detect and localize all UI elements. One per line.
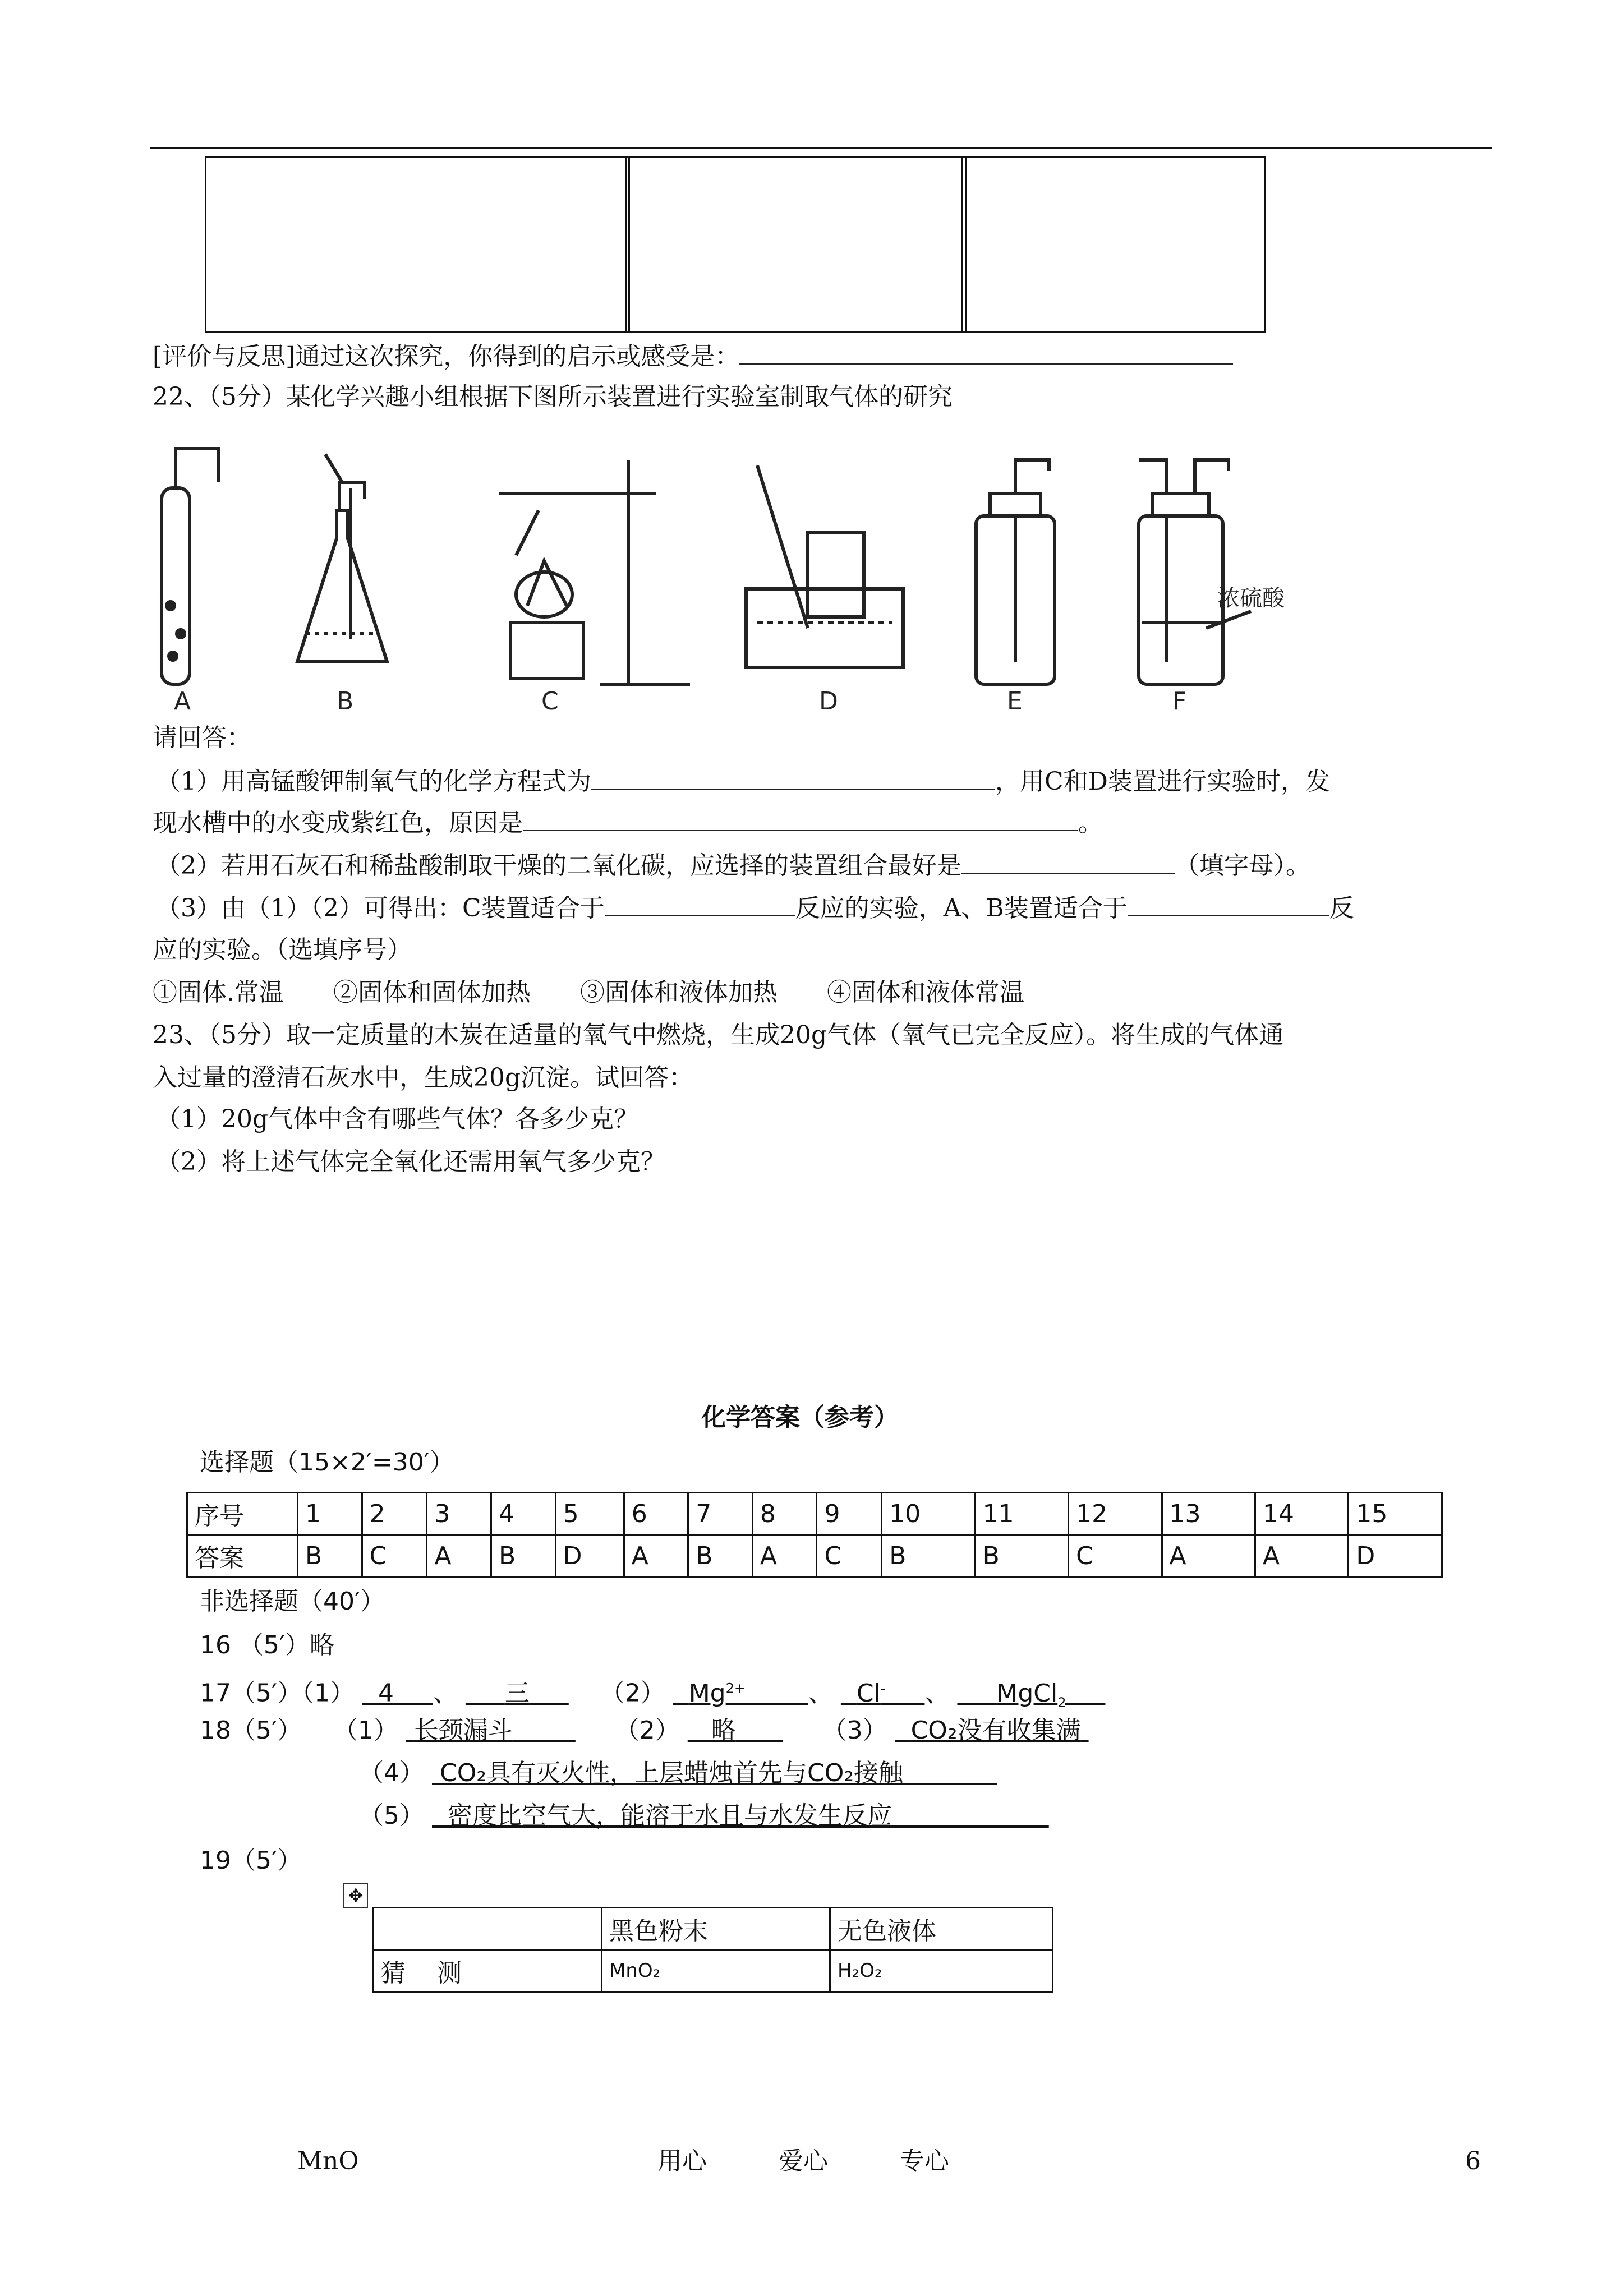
q2-answer-blank[interactable] bbox=[961, 850, 1175, 874]
row-label-number: 序号 bbox=[187, 1493, 298, 1535]
apparatus-c-heating bbox=[499, 460, 690, 684]
q23-sub1: （1）20g气体中含有哪些气体？各多少克？ bbox=[156, 1105, 639, 1133]
answer-18-line3: （5） 密度比空气大，能溶于水且与水发生反应 bbox=[359, 1801, 892, 1830]
apparatus-f-wash-bottle bbox=[1139, 460, 1251, 684]
apparatus-d-trough bbox=[746, 465, 903, 667]
apparatus-label-d: D bbox=[819, 687, 838, 716]
footer-center: 用心 爱心 专心 bbox=[657, 2147, 949, 2175]
table-row: 黑色粉末 无色液体 bbox=[374, 1908, 1053, 1950]
move-handle-icon[interactable]: ✥ bbox=[343, 1883, 368, 1908]
q22-prompt: 请回答： bbox=[153, 723, 251, 752]
apparatus-label-f: F bbox=[1172, 687, 1187, 716]
q22-q1-line1: （1）用高锰酸钾制氧气的化学方程式为 ，用C和D装置进行实验时，发 bbox=[156, 767, 1330, 796]
apparatus-label-e: E bbox=[1007, 687, 1023, 716]
apparatus-label-a: A bbox=[174, 687, 191, 716]
table-row: 序号 1 2 3 4 5 6 7 8 9 10 11 12 13 14 15 bbox=[187, 1493, 1442, 1535]
reflection-answer-blank[interactable] bbox=[739, 341, 1233, 365]
q21-table-cell-1 bbox=[205, 156, 630, 333]
q1-reason-blank[interactable] bbox=[523, 808, 1078, 831]
choice-answer-table bbox=[186, 1492, 1443, 1578]
q3-ab-blank[interactable] bbox=[1128, 893, 1329, 916]
q23-sub2: （2）将上述气体完全氧化还需用氧气多少克？ bbox=[156, 1147, 665, 1176]
choice-header: 选择题（15×2′=30′） bbox=[200, 1448, 454, 1477]
q21-reflection bbox=[153, 341, 1233, 372]
apparatus-a-test-tube bbox=[162, 449, 219, 684]
apparatus-label-c: C bbox=[541, 687, 559, 716]
q1-equation-blank[interactable] bbox=[591, 766, 995, 790]
q21-table-cell-2 bbox=[625, 156, 967, 333]
reflection-prefix: [评价与反思]通过这次探究，你得到的启示或感受是： bbox=[153, 342, 740, 371]
apparatus-diagram bbox=[151, 426, 1307, 718]
q3-c-blank[interactable] bbox=[605, 893, 795, 916]
q22-options: ①固体.常温 ②固体和固体加热 ③固体和液体加热 ④固体和液体常温 bbox=[153, 978, 1024, 1007]
q23-line2: 入过量的澄清石灰水中，生成20g沉淀。试回答： bbox=[153, 1063, 694, 1092]
answer-19: 19（5′） bbox=[200, 1846, 302, 1875]
q22-q1-line2: 现水槽中的水变成紫红色，原因是 。 bbox=[153, 809, 1103, 837]
q22-q2-line: （2）若用石灰石和稀盐酸制取干燥的二氧化碳，应选择的装置组合最好是 （填字母）。 bbox=[156, 851, 1310, 880]
header-rule bbox=[150, 147, 1492, 149]
apparatus-e-bottle bbox=[976, 460, 1055, 684]
answer-17: 17（5′）（1） 4 、 三 （2） $Mg^{2+}$ 、 Cl- 、 MgCl$_2$ bbox=[200, 1679, 1066, 1711]
table-row: 猜 测 MnO₂ H₂O₂ bbox=[374, 1950, 1053, 1992]
footer-left: MnO bbox=[297, 2147, 359, 2175]
apparatus-label-b: B bbox=[337, 687, 354, 716]
apparatus-b-flask bbox=[297, 454, 387, 662]
page-number: 6 bbox=[1465, 2147, 1481, 2175]
row-label-answer: 答案 bbox=[187, 1535, 298, 1577]
answer-18-line1: 18（5′） （1） 长颈漏斗 （2） 略 （3） CO₂没有收集满 bbox=[200, 1716, 1081, 1745]
answer-18-line2: （4） CO₂具有灭火性，上层蜡烛首先与CO₂接触 bbox=[359, 1759, 903, 1787]
q21-table-cell-3 bbox=[961, 156, 1266, 333]
q22-q3-line1: （3）由（1）（2）可得出：C装置适合于 反应的实验，A、B装置适合于 反 bbox=[156, 894, 1354, 923]
q19-table bbox=[372, 1907, 1053, 1993]
q22-q3-line2: 应的实验。（选填序号） bbox=[153, 935, 412, 964]
q23-line1: 23、（5分）取一定质量的木炭在适量的氧气中燃烧，生成20g气体（氧气已完全反应）。将生成的气体通 bbox=[153, 1021, 1284, 1049]
nonchoice-header: 非选择题（40′） bbox=[200, 1587, 385, 1616]
acid-label: 浓硫酸 bbox=[1217, 585, 1285, 611]
table-row: 答案 B C A B D A B A C B B C A A D bbox=[187, 1535, 1442, 1577]
answers-title: 化学答案（参考） bbox=[701, 1403, 899, 1432]
answer-16: 16 （5′）略 bbox=[200, 1631, 334, 1659]
q22-title: 22、（5分）某化学兴趣小组根据下图所示装置进行实验室制取气体的研究 bbox=[153, 382, 953, 411]
